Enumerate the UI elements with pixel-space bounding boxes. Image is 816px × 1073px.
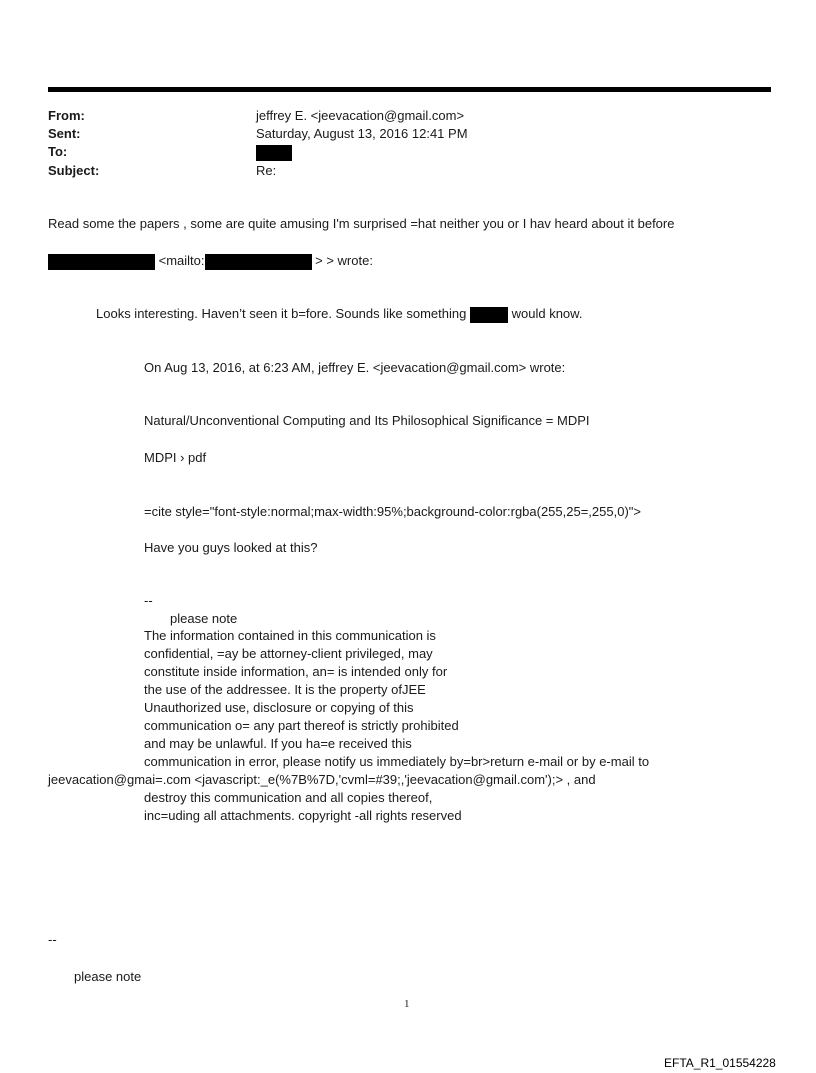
disclaimer-line: confidential, =ay be attorney-client privileged, may (144, 646, 433, 661)
to-value (256, 144, 292, 161)
redaction-box (256, 145, 292, 161)
disclaimer-line: The information contained in this communication is (144, 628, 436, 643)
disclaimer-line: Unauthorized use, disclosure or copying of this (144, 700, 414, 715)
header-rule (48, 87, 771, 92)
signature-dashes: -- (144, 593, 153, 608)
reply-text: Read some the papers , some are quite amusing I'm surprised =hat neither you or I hav heard about it before (48, 216, 675, 231)
subject-value: Re: (256, 163, 277, 178)
redaction-box (470, 307, 508, 323)
question-line: Have you guys looked at this? (144, 540, 318, 555)
to-label: To: (48, 144, 68, 159)
redaction-box (205, 254, 312, 270)
redaction-box (48, 254, 155, 270)
quote-header-1 (48, 253, 373, 270)
disclaimer-wrap-line: jeevacation@gmai=.com <javascript:_e(%7B%7D,'cvml=#39;,'jeevacation@gmail.com');> , and (48, 772, 596, 787)
subject-label: Subject: (48, 163, 100, 178)
footer-dashes: -- (48, 932, 57, 947)
quoted-reply-text: Looks interesting. Haven’t seen it b=fore. Sounds like something (96, 306, 467, 321)
source-line: MDPI › pdf (144, 450, 207, 465)
footer-please-note: please note (74, 969, 142, 984)
please-note: please note (170, 611, 238, 626)
page-number: 1 (404, 998, 410, 1010)
disclaimer-line: constitute inside information, an= is intended only for (144, 664, 448, 679)
disclaimer-line: communication in error, please notify us immediately by=br>return e-mail or by e-mail to (144, 754, 650, 769)
disclaimer-line: the use of the addressee. It is the property ofJEE (144, 682, 426, 697)
wrote-suffix: > > wrote: (315, 253, 373, 268)
disclaimer-line: inc=uding all attachments. copyright -all rights reserved (144, 808, 462, 823)
quote-header-2: On Aug 13, 2016, at 6:23 AM, jeffrey E. <jeevacation@gmail.com> wrote: (144, 360, 566, 375)
cite-markup-line: =cite style="font-style:normal;max-width:95%;background-color:rgba(255,25=,255,0)"> (144, 504, 641, 519)
from-label: From: (48, 108, 85, 123)
quoted-reply-tail: would know. (511, 306, 583, 321)
bates-number: EFTA_R1_01554228 (664, 1056, 776, 1070)
disclaimer-line: and may be unlawful. If you ha=e received this (144, 736, 412, 751)
article-title: Natural/Unconventional Computing and Its Philosophical Significance = MDPI (144, 413, 590, 428)
disclaimer-line: destroy this communication and all copies thereof, (144, 790, 433, 805)
sent-value: Saturday, August 13, 2016 12:41 PM (256, 126, 468, 141)
from-value: jeffrey E. <jeevacation@gmail.com> (256, 108, 465, 123)
quoted-reply-line (96, 306, 582, 323)
mailto-prefix: <mailto: (158, 253, 205, 268)
sent-label: Sent: (48, 126, 81, 141)
disclaimer-line: communication o= any part thereof is strictly prohibited (144, 718, 459, 733)
